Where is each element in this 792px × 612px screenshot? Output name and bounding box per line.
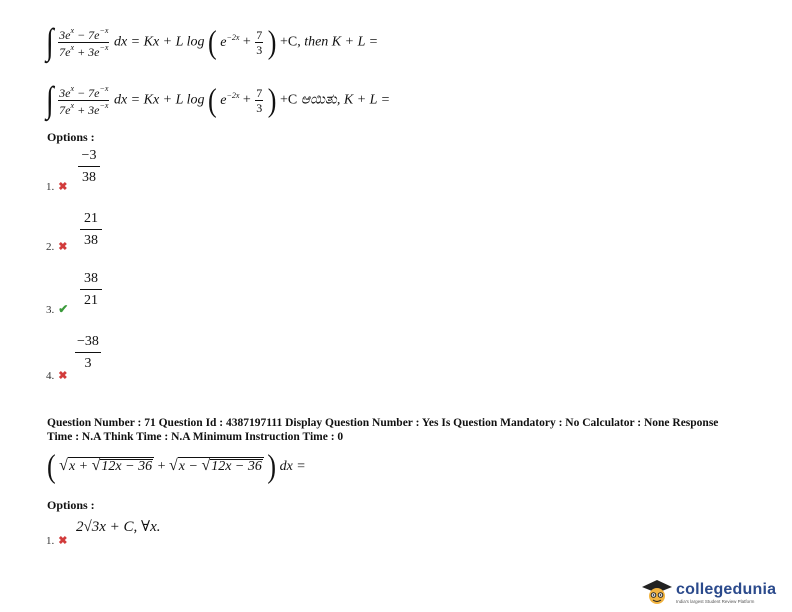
collegedunia-logo: collegedunia India's largest Student Review Platform (640, 578, 776, 606)
cross-icon: ✖ (58, 370, 68, 382)
integrand-fraction: $\frac{3e^x - 7e^{-x}}{7e^x + 3e^{-x}}$ (59, 26, 109, 59)
q70-equation-kn: ∫ $\frac{3e^x - 7e^{-x}}{7e^x + 3e^{-x}}$ dx = Kx + L log ( $e^{-2x}$ + $\frac{7}{3}$ ) +C ಆಯಿತು, K + L = (46, 79, 391, 120)
q70-option-1-value: −3 38 (78, 148, 100, 186)
q70-option-3-value: 38 21 (80, 271, 102, 309)
q70-options-label: Options : (47, 130, 95, 144)
q70-equation-en: ∫ $\frac{3e^x - 7e^{-x}}{7e^x + 3e^{-x}}$ dx = Kx + L log ( $e^{-2x}$ + $\frac{7}{3}$ ) +C, then K + L = (46, 21, 379, 62)
q70-option-2-marker: 2. ✖ (46, 241, 68, 253)
q71-option-1-value: 2√3x + C, ∀x. (76, 519, 161, 535)
q70-option-3-marker: 3. ✔ (46, 302, 69, 316)
integrand-fraction: $\frac{3e^x - 7e^{-x}}{7e^x + 3e^{-x}}$ (59, 84, 109, 117)
q71-option-1-marker: 1. ✖ (46, 535, 68, 547)
q71-expression: ( √x + √12x − 36 + √x − √12x − 36 ) dx = (47, 448, 306, 485)
q71-options-label: Options : (47, 498, 95, 512)
check-icon: ✔ (58, 302, 69, 316)
q70-option-2-value: 21 38 (80, 211, 102, 249)
cross-icon: ✖ (58, 181, 68, 193)
integral-sign: ∫ (46, 21, 54, 62)
integral-sign: ∫ (46, 79, 54, 120)
cross-icon: ✖ (58, 535, 68, 547)
graduate-mascot-icon (640, 578, 674, 606)
q70-option-4-marker: 4. ✖ (46, 370, 68, 382)
inner-fraction: $\frac{7}{3}$ (256, 28, 263, 57)
q71-metadata: Question Number : 71 Question Id : 4387197111 Display Question Number : Yes Is Question Mandatory : No Calculator : None Response Time : N.A Think Time : N.A Minimum Instruction Time : 0 (47, 417, 719, 443)
q70-option-1-marker: 1. ✖ (46, 181, 68, 193)
q70-option-4-value: −38 3 (77, 334, 99, 371)
inner-fraction: $\frac{7}{3}$ (256, 86, 263, 115)
cross-icon: ✖ (58, 241, 68, 253)
